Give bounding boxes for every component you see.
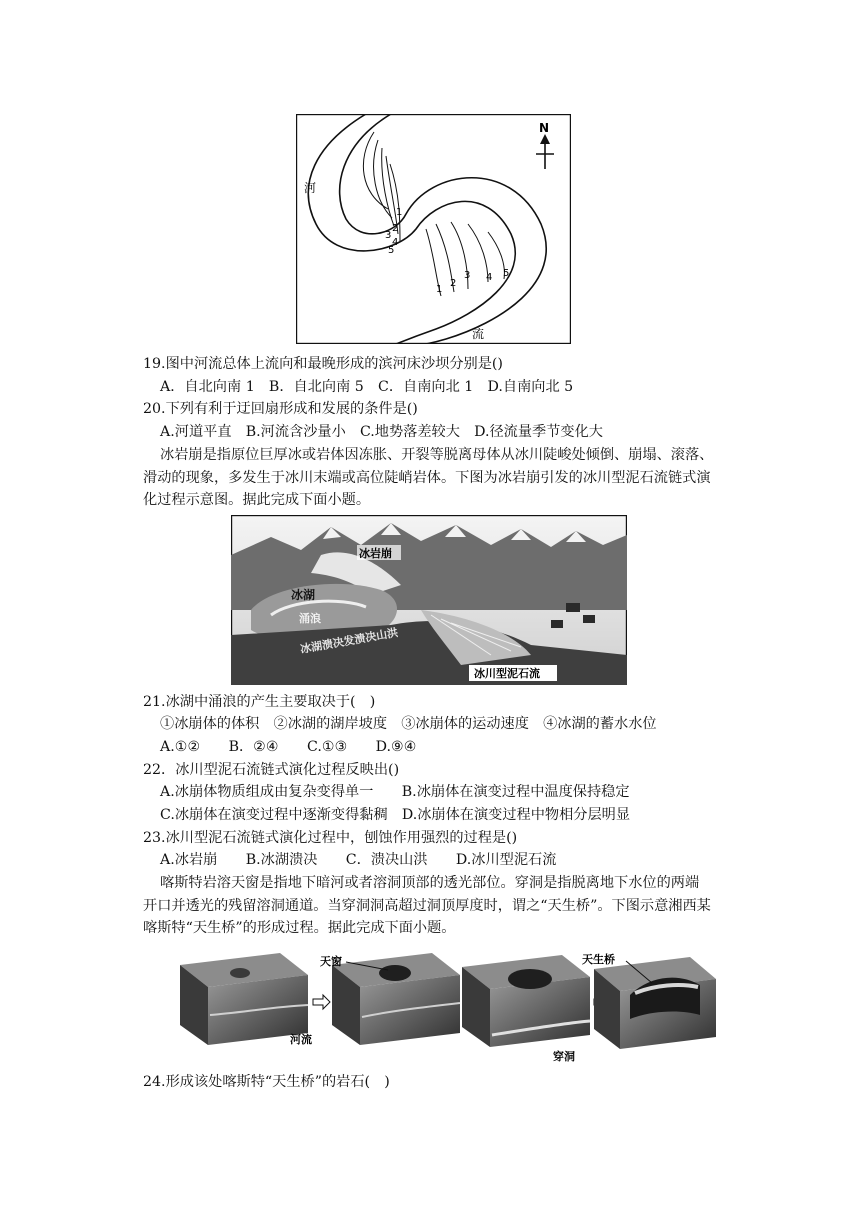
label-nishiliu: 冰川型泥石流	[474, 667, 540, 680]
river-meander-figure	[296, 114, 571, 344]
q20-stem: 20.下列有利于迂回扇形成和发展的条件是()	[143, 401, 418, 417]
passage1-line1: 冰岩崩是指原位巨厚冰或岩体因冻胀、开裂等脱离母体从冰川陡峻处倾倒、崩塌、滚落、	[160, 447, 714, 463]
block-1	[180, 953, 308, 1045]
arrow-1-icon	[313, 995, 330, 1009]
q22-options-2: C.冰崩体在演变过程中逐渐变得黏稠 D.冰崩体在演变过程中物相分层明显	[160, 807, 631, 823]
block-2	[332, 953, 460, 1045]
lower-bar-2: 2	[450, 278, 457, 289]
q23-stem: 23.冰川型泥石流链式演化过程中，刨蚀作用强烈的过程是()	[143, 830, 518, 846]
q24-stem: 24.形成该处喀斯特“天生桥”的岩石( )	[143, 1074, 390, 1090]
passage2-line2: 开口并透光的残留溶洞通道。当穿洞洞高超过洞顶厚度时，谓之“天生桥”。下图示意湘西某	[143, 898, 711, 914]
lower-bar-5: 5	[503, 268, 510, 279]
q21-stem: 21.冰湖中涌浪的产生主要取决于( )	[143, 694, 376, 710]
label-he: 河	[304, 181, 317, 195]
q23-options: A.冰岩崩 B.冰湖溃决 C．溃决山洪 D.冰川型泥石流	[160, 852, 557, 868]
passage1-line2: 滑动的现象，多发生于冰川末端或高位陡峭岩体。下图为冰岩崩引发的冰川型泥石流链式演	[143, 470, 711, 486]
lower-bar-4: 4	[486, 272, 493, 283]
upper-bar-2: 2	[392, 223, 399, 234]
q20-options: A.河道平直 B.河流含沙量小 C.地势落差较大 D.径流量季节变化大	[160, 424, 603, 440]
label-tianchuang: 天窗	[320, 955, 342, 968]
passage1-line3: 化过程示意图。据此完成下面小题。	[143, 492, 371, 508]
lower-bar-3: 3	[464, 270, 471, 281]
label-yonglang: 涌浪	[299, 612, 321, 625]
north-label: N	[539, 121, 550, 135]
glacier-debris-flow-figure	[231, 515, 627, 685]
label-bingyanbeng: 冰岩崩	[359, 547, 392, 560]
label-kuijue: 冰湖溃决发溃决山洪	[299, 625, 400, 656]
q22-stem: 22．冰川型泥石流链式演化过程反映出()	[143, 762, 400, 778]
upper-bar-5: 5	[388, 245, 395, 256]
q22-options-1: A.冰崩体物质组成由复杂变得单一 B.冰崩体在演变过程中温度保持稳定	[160, 784, 630, 800]
upper-bar-4: 4	[392, 237, 399, 248]
label-heliu: 河流	[290, 1033, 312, 1046]
passage2-line1: 喀斯特岩溶天窗是指地下暗河或者溶洞顶部的透光部位。穿洞是指脱离地下水位的两端	[160, 875, 700, 891]
upper-bar-3: 3	[385, 230, 392, 241]
q21-options: A.①② B．②④ C.①③ D.⑨④	[160, 739, 417, 755]
label-chuandong: 穿洞	[553, 1050, 575, 1063]
label-liu: 流	[472, 327, 485, 341]
lower-bar-1: 1	[436, 284, 443, 295]
q19-options: A．自北向南 1 B．自北向南 5 C．自南向北 1 D.自南向北 5	[160, 379, 574, 395]
block-4	[594, 957, 716, 1049]
label-binghu: 冰湖	[291, 588, 316, 602]
passage2-line3: 喀斯特“天生桥”的形成过程。据此完成下面小题。	[143, 920, 456, 936]
label-tianshengqiao: 天生桥	[582, 953, 615, 966]
karst-bridge-figure	[170, 945, 730, 1065]
q21-items: ①冰崩体的体积 ②冰湖的湖岸坡度 ③冰崩体的运动速度 ④冰湖的蓄水水位	[160, 716, 657, 732]
upper-bar-1: 1	[396, 207, 403, 218]
q19-stem: 19.图中河流总体上流向和最晚形成的滨河床沙坝分别是()	[143, 356, 503, 372]
block-3	[462, 955, 590, 1047]
